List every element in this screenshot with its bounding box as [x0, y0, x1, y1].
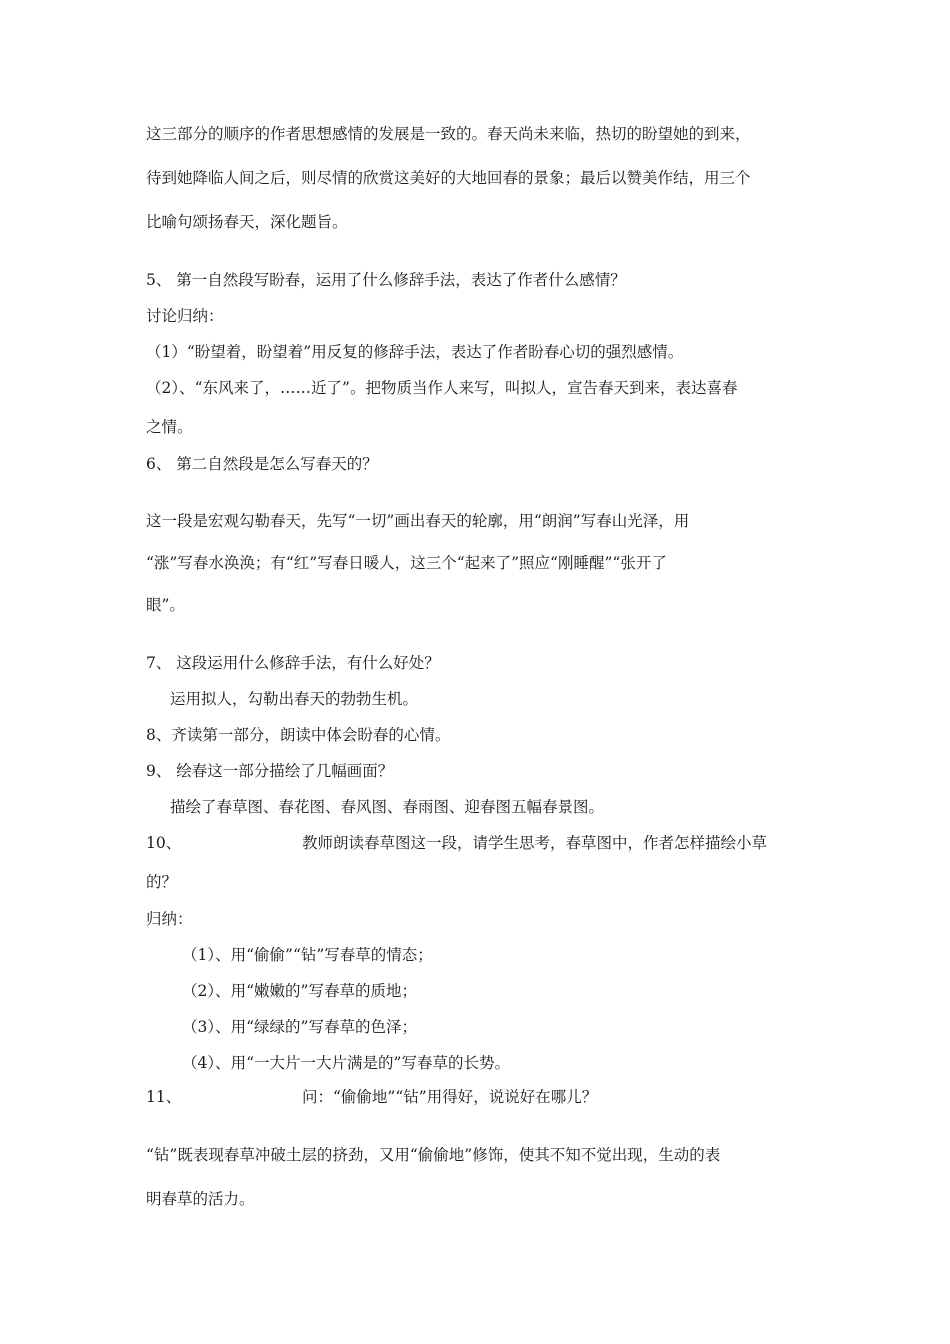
q11-number: 11、 — [146, 1088, 182, 1106]
q9-question: 9、 绘春这一部分描绘了几幅画面？ — [146, 762, 394, 780]
q11-answer-line-1: “钻”既表现春草冲破土层的挤劲，又用“偷偷地”修饰，使其不知不觉出现，生动的表 — [146, 1146, 721, 1164]
q7-answer: 运用拟人，勾勒出春天的勃勃生机。 — [170, 690, 419, 708]
intro-line-3: 比喻句颂扬春天，深化题旨。 — [146, 213, 348, 231]
q10-number: 10、 — [146, 834, 182, 852]
q11-question: 问：“偷偷地”“钻”用得好，说说好在哪儿？ — [302, 1088, 598, 1106]
q5-answer-2-line-1: （2）、“东风来了，……近了”。把物质当作人来写，叫拟人，宣告春天到来，表达喜春 — [146, 379, 738, 397]
q10-item-3: （3）、用“绿绿的”写春草的色泽； — [182, 1018, 417, 1036]
q10-item-2: （2）、用“嫩嫩的”写春草的质地； — [182, 982, 417, 1000]
q10-item-4: （4）、用“一大片一大片满是的”写春草的长势。 — [182, 1054, 510, 1072]
q11-answer-line-2: 明春草的活力。 — [146, 1190, 255, 1208]
q6-answer-line-1: 这一段是宏观勾勒春天，先写“一切”画出春天的轮廓，用“朗润”写春山光泽，用 — [146, 512, 690, 530]
q10-question-line-1: 教师朗读春草图这一段，请学生思考，春草图中，作者怎样描绘小草 — [302, 834, 768, 852]
intro-line-1: 这三部分的顺序的作者思想感情的发展是一致的。春天尚未来临，热切的盼望她的到来， — [146, 125, 751, 143]
q7-question: 7、 这段运用什么修辞手法，有什么好处？ — [146, 654, 440, 672]
q8-question: 8、齐读第一部分，朗读中体会盼春的心情。 — [146, 726, 451, 744]
intro-line-2: 待到她降临人间之后，则尽情的欣赏这美好的大地回春的景象；最后以赞美作结，用三个 — [146, 169, 751, 187]
q9-answer: 描绘了春草图、春花图、春风图、春雨图、迎春图五幅春景图。 — [170, 798, 605, 816]
q6-question: 6、 第二自然段是怎么写春天的？ — [146, 455, 378, 473]
q10-question-line-2: 的？ — [146, 873, 178, 891]
q5-question: 5、 第一自然段写盼春，运用了什么修辞手法，表达了作者什么感情？ — [146, 271, 626, 289]
q5-discussion-label: 讨论归纳： — [146, 307, 224, 325]
q6-answer-line-3: 眼”。 — [146, 596, 185, 614]
q5-answer-2-line-2: 之情。 — [146, 418, 193, 436]
q10-summary-label: 归纳： — [146, 910, 193, 928]
q6-answer-line-2: “涨”写春水涣涣；有“红”写春日暖人，这三个“起来了”照应“刚睡醒”“张开了 — [146, 554, 667, 572]
q10-item-1: （1）、用“偷偷”“钻”写春草的情态； — [182, 946, 433, 964]
q5-answer-1: （1）“盼望着，盼望着”用反复的修辞手法，表达了作者盼春心切的强烈感情。 — [146, 343, 684, 361]
